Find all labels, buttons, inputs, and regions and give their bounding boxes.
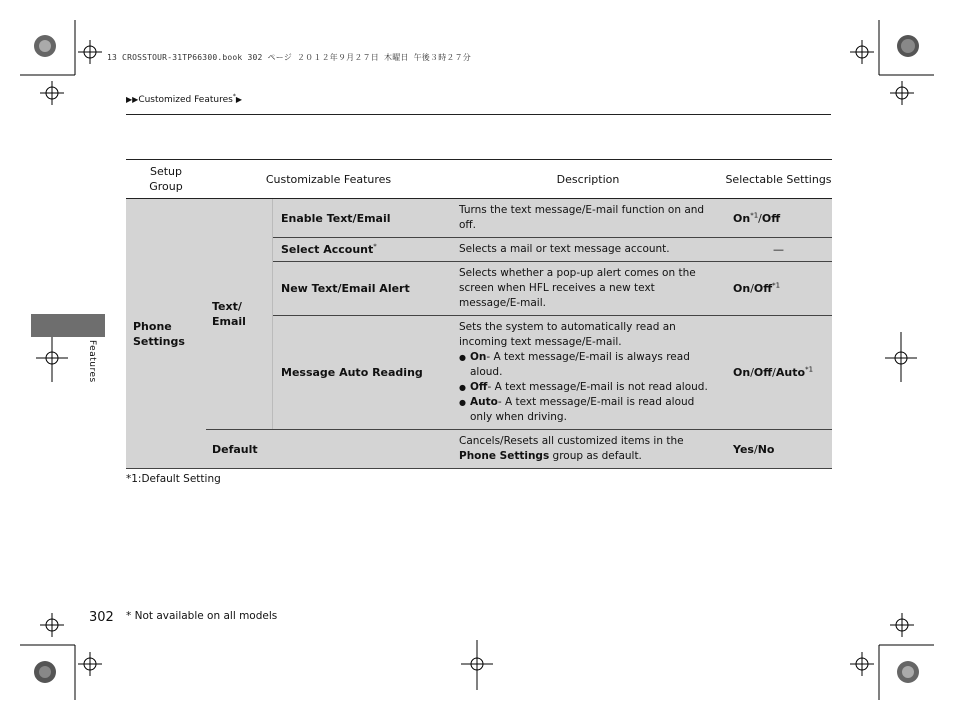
- table-row: [126, 430, 832, 469]
- section-tab: [31, 314, 105, 337]
- default-label: Default: [206, 430, 451, 469]
- registration-mark-bottom-center: [452, 640, 502, 690]
- settings-cell: On/Off$^{*1}$: [725, 262, 832, 316]
- description-cell: [451, 316, 725, 430]
- description-cell: Turns the text message/E-mail function on and off.: [451, 199, 725, 238]
- breadcrumb-label[interactable]: Customized Features: [138, 95, 233, 105]
- feature-new-text-email-alert: New Text/Email Alert: [273, 262, 452, 316]
- registration-mark-top-left: [20, 20, 130, 130]
- option-list: [459, 350, 717, 425]
- feature-message-auto-reading: Message Auto Reading: [273, 316, 452, 430]
- feature-enable-text-email: Enable Text/Email: [273, 199, 452, 238]
- table-header-row: [126, 160, 832, 199]
- settings-cell: Yes/No: [725, 430, 832, 469]
- list-item: ● Auto- A text message/E-mail is read aloud only when driving.: [459, 395, 717, 425]
- header-description: Description: [451, 160, 725, 199]
- registration-mark-right-middle: [876, 332, 926, 382]
- registration-mark-bottom-left: [20, 590, 130, 700]
- print-header: 13 CROSSTOUR-31TP66300.book 302 ページ ２０１２年９月２７日 木曜日 午後３時２７分: [107, 53, 472, 62]
- list-item: ● On- A text message/E-mail is always read aloud.: [459, 350, 717, 380]
- header-rule: [126, 114, 831, 115]
- breadcrumb-end-arrow: ▶: [235, 95, 242, 104]
- breadcrumb-marker: *: [232, 93, 236, 100]
- registration-mark-top-right: [824, 20, 934, 130]
- settings-cell: On/Off/Auto$^{*1}$: [725, 316, 832, 430]
- subgroup-cell: Text/ Email: [206, 199, 273, 430]
- availability-note: * Not available on all models: [126, 610, 278, 622]
- registration-mark-left-middle: [28, 332, 78, 382]
- breadcrumb: [126, 93, 242, 105]
- table-row: [126, 199, 832, 238]
- setup-group-cell: Phone Settings: [126, 199, 206, 469]
- feature-select-account: Select Account*: [273, 238, 452, 262]
- header-customizable-features: Customizable Features: [206, 160, 451, 199]
- section-label: Features: [87, 340, 97, 383]
- description-intro: Sets the system to automatically read an incoming text message/E-mail.: [459, 321, 676, 348]
- header-setup-group: Setup Group: [126, 160, 206, 199]
- registration-mark-bottom-right: [824, 590, 934, 700]
- description-cell: Selects a mail or text message account.: [451, 238, 725, 262]
- header-selectable-settings: Selectable Settings: [725, 160, 832, 199]
- footnote-default-setting: *1:Default Setting: [126, 473, 221, 485]
- settings-cell: On$^{*1}$/Off: [725, 199, 832, 238]
- page-number: 302: [89, 610, 114, 625]
- list-item: ● Off- A text message/E-mail is not read aloud.: [459, 380, 717, 395]
- description-cell: Cancels/Resets all customized items in the Phone Settings group as default.: [451, 430, 725, 469]
- customized-features-table: [126, 159, 832, 469]
- settings-cell: —: [725, 238, 832, 262]
- breadcrumb-arrows: ▶▶: [126, 95, 139, 104]
- description-cell: Selects whether a pop-up alert comes on the screen when HFL receives a new text message/E-mail.: [451, 262, 725, 316]
